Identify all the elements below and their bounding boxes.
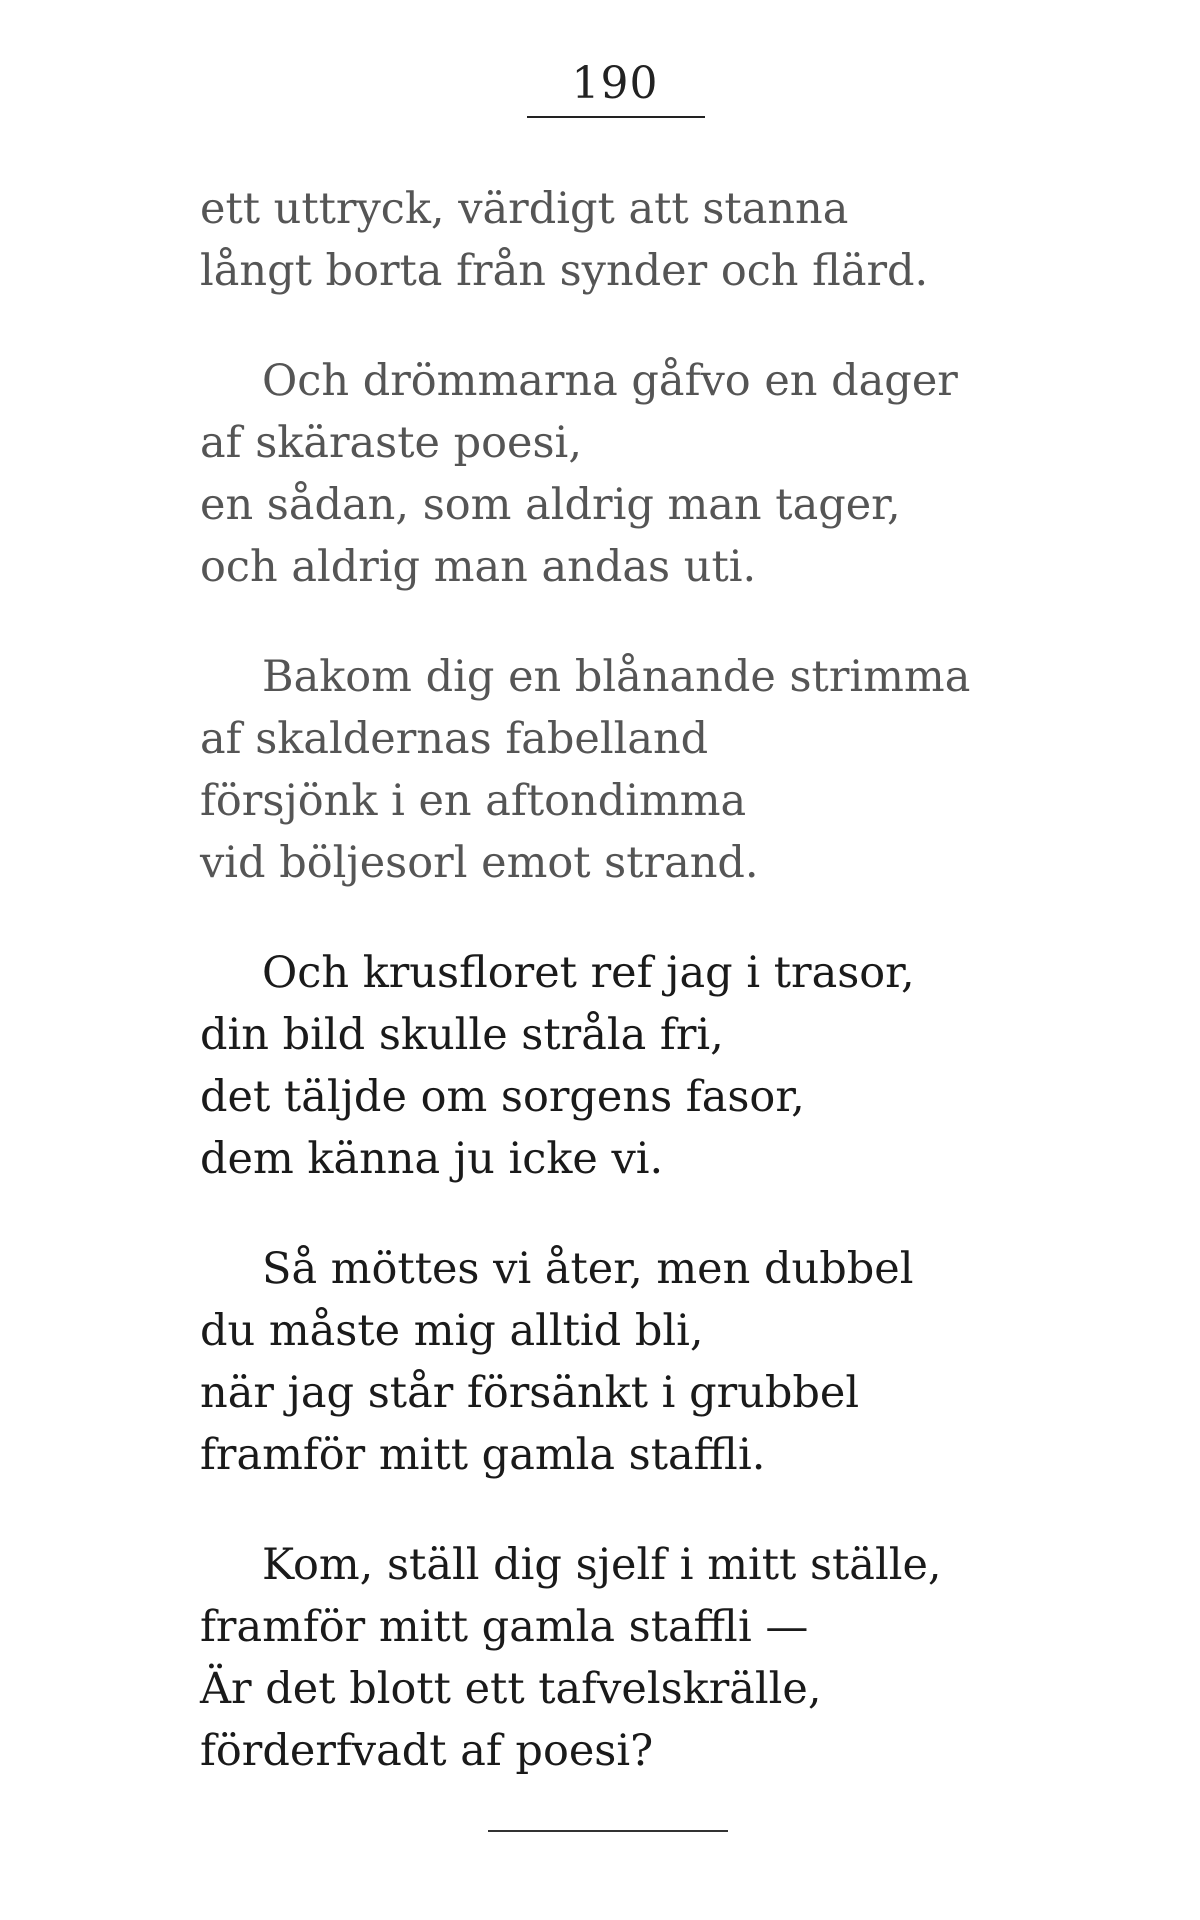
poem-line: en sådan, som aldrig man tager,	[200, 480, 901, 530]
poem-line: af skäraste poesi,	[200, 418, 582, 468]
poem-line: Kom, ställ dig sjelf i mitt ställe,	[262, 1540, 942, 1590]
stanza-6	[200, 1534, 1120, 1782]
poem-line: din bild skulle stråla fri,	[200, 1010, 724, 1060]
poem	[200, 178, 1120, 1830]
poem-line: framför mitt gamla staffli.	[200, 1430, 766, 1480]
poem-line: långt borta från synder och flärd.	[200, 246, 929, 296]
poem-line: du måste mig alltid bli,	[200, 1306, 704, 1356]
poem-line: ett uttryck, värdigt att stanna	[200, 184, 849, 234]
poem-line: dem känna ju icke vi.	[200, 1134, 664, 1184]
poem-line: Och drömmarna gåfvo en dager	[262, 356, 958, 406]
poem-line: af skaldernas fabelland	[200, 714, 709, 764]
poem-line: det täljde om sorgens fasor,	[200, 1072, 805, 1122]
poem-line: förderfvadt af poesi?	[200, 1726, 654, 1776]
stanza-2	[200, 350, 1120, 598]
poem-line: Och krusfloret ref jag i trasor,	[262, 948, 915, 998]
page-number: 190	[571, 58, 659, 109]
poem-line: vid böljesorl emot strand.	[200, 838, 759, 888]
poem-line: Så möttes vi åter, men dubbel	[262, 1244, 914, 1294]
poem-line: framför mitt gamla staffli —	[200, 1602, 809, 1652]
stanza-3	[200, 646, 1120, 894]
stanza-1	[200, 178, 1120, 302]
poem-line: Är det blott ett tafvelskrälle,	[200, 1664, 822, 1714]
poem-line: Bakom dig en blånande strimma	[262, 652, 971, 702]
stanza-5	[200, 1238, 1120, 1486]
end-rule	[488, 1830, 728, 1832]
stanza-4	[200, 942, 1120, 1190]
poem-line: och aldrig man andas uti.	[200, 542, 757, 592]
poem-line: när jag står försänkt i grubbel	[200, 1368, 860, 1418]
page-number-rule	[527, 116, 705, 118]
poem-line: försjönk i en aftondimma	[200, 776, 747, 826]
